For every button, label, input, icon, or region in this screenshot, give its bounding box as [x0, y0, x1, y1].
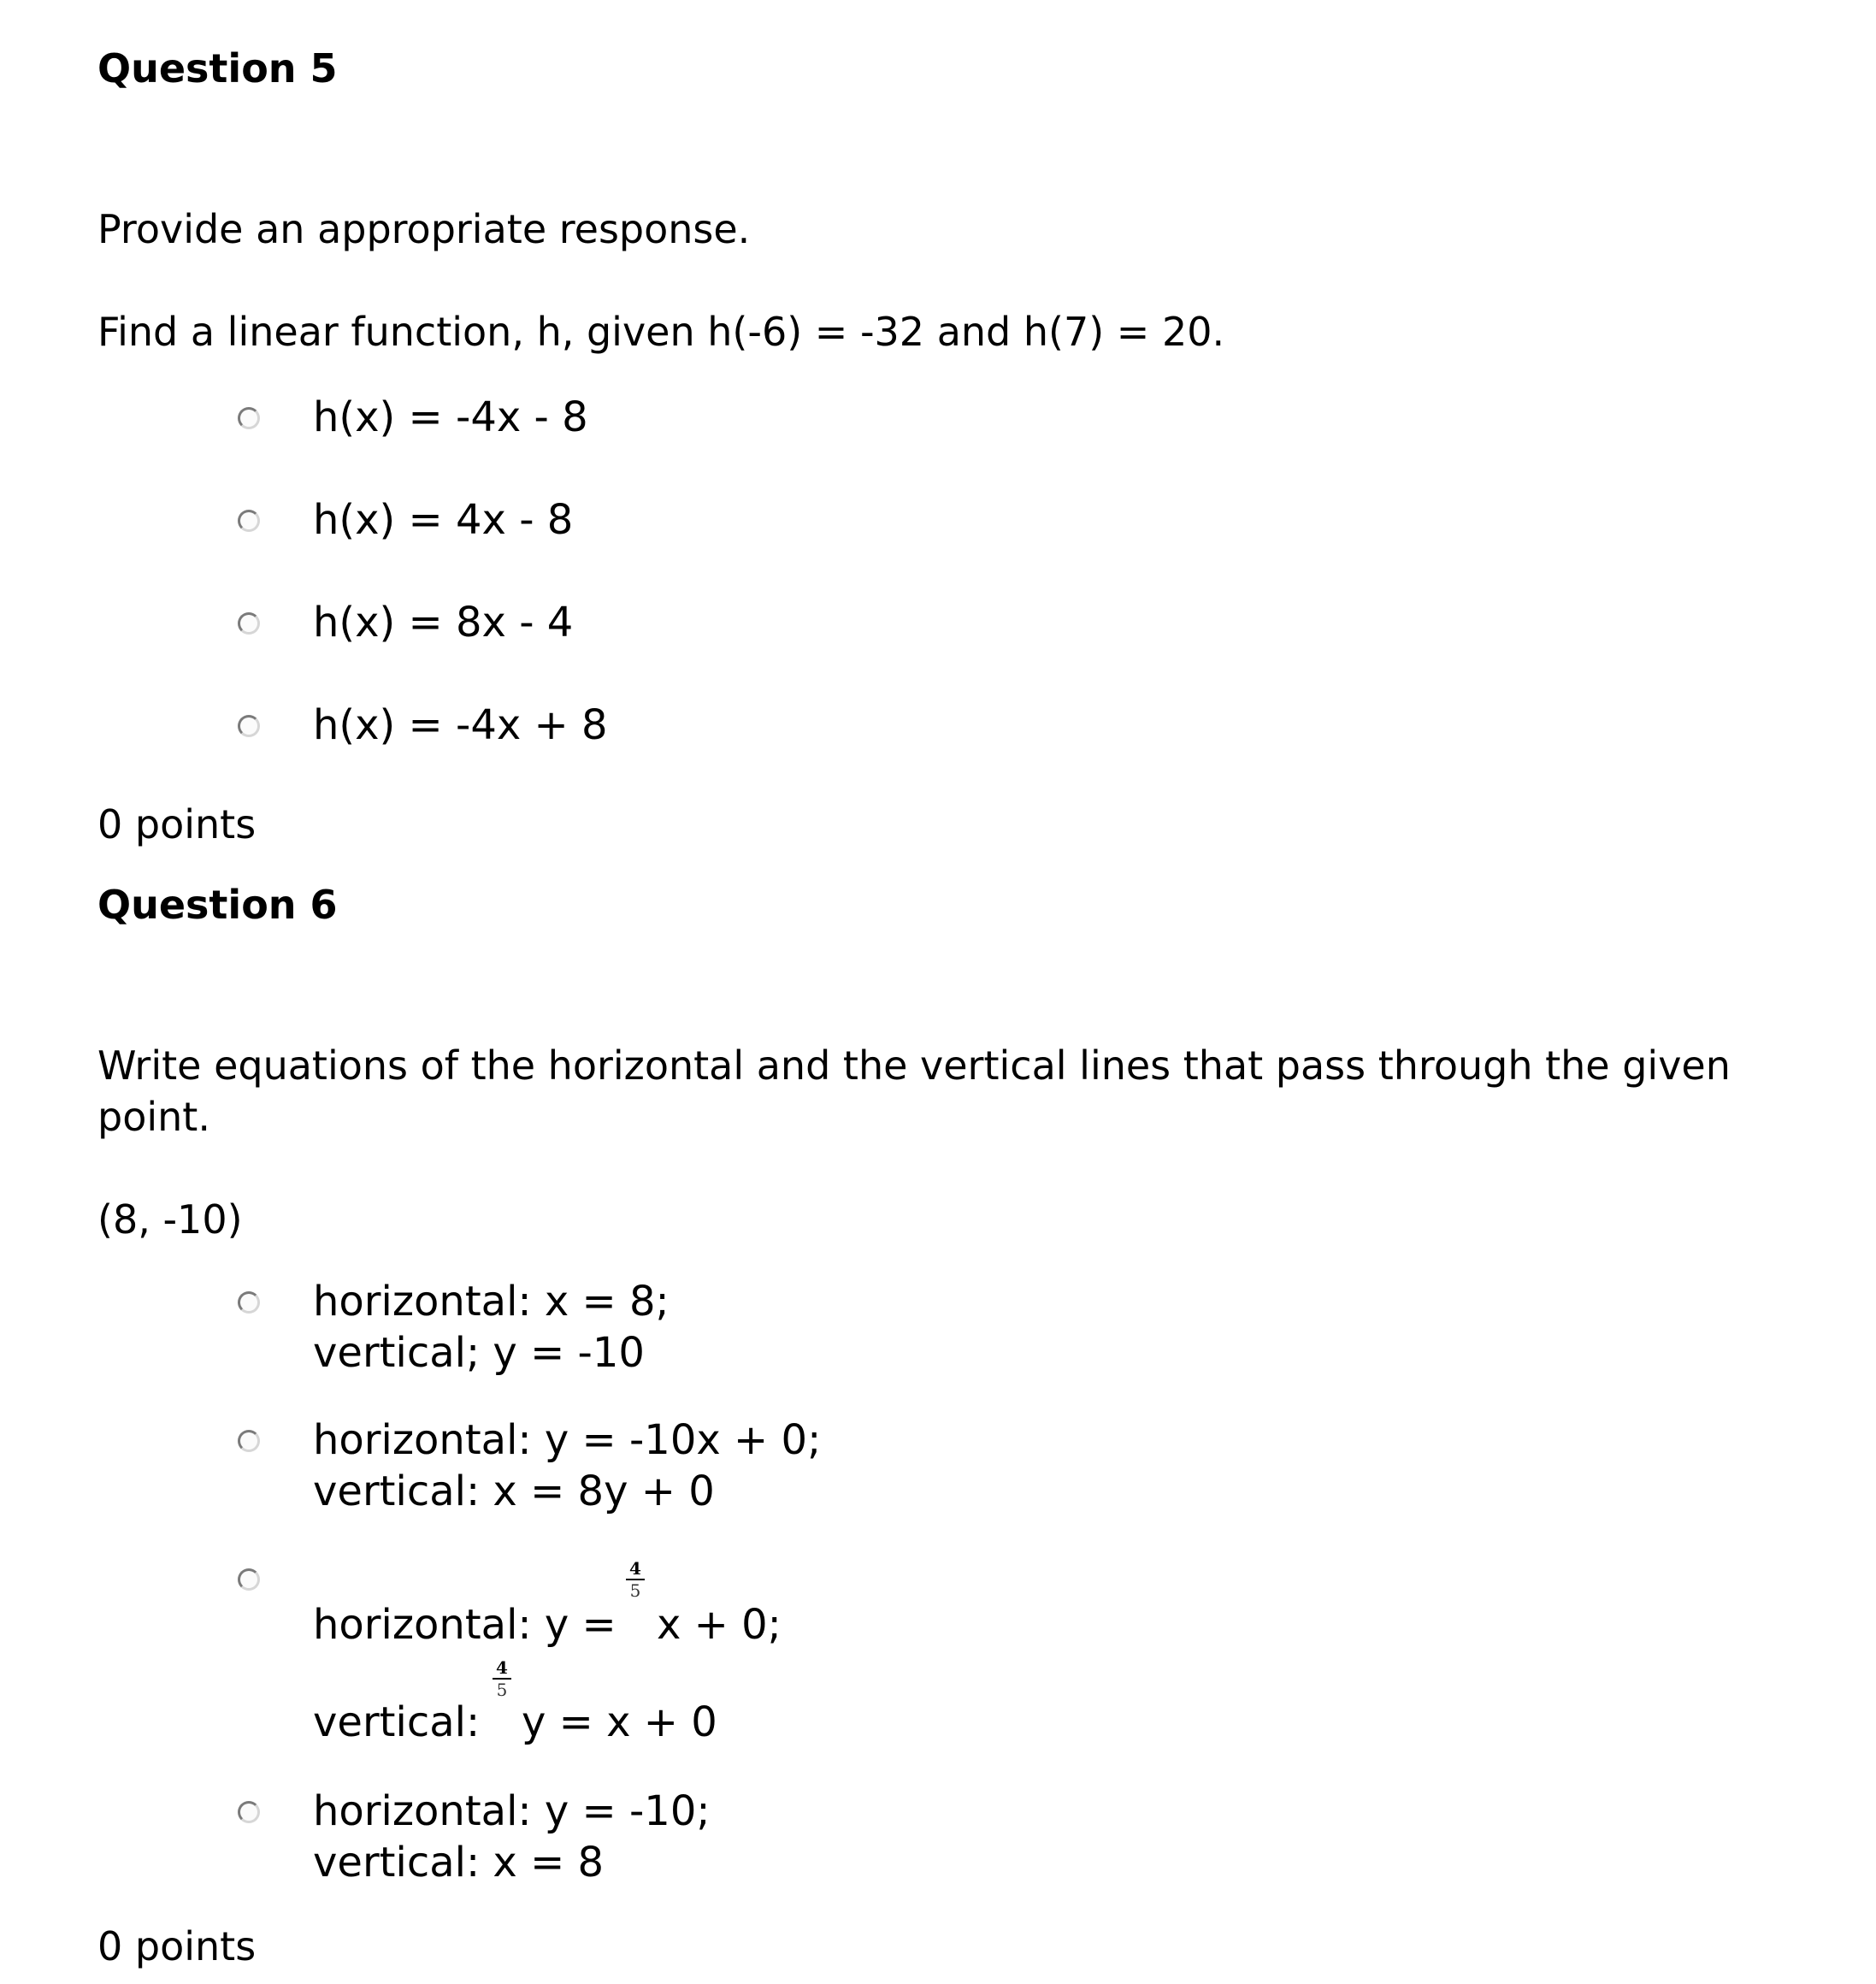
question-5-instruction: Provide an appropriate response. [97, 206, 751, 252]
q5-option-2-radio[interactable] [238, 510, 260, 532]
q5-option-2-label: h(x) = 4x - 8 [313, 496, 574, 544]
fraction-denominator: 5 [629, 1580, 641, 1601]
question-5-points: 0 points [97, 801, 257, 847]
q6-option-3-fraction-1 [626, 1560, 645, 1599]
q6-option-2-line2: vertical: x = 8y + 0 [313, 1467, 715, 1515]
q6-option-4-line1: horizontal: y = -10; [313, 1787, 711, 1835]
question-5-prompt: Find a linear function, h, given h(-6) = -32 and h(7) = 20. [97, 309, 1225, 355]
fraction-numerator: 4 [493, 1659, 511, 1680]
q6-option-3-line2-after: y = x + 0 [522, 1698, 717, 1746]
question-6-title: Question 6 [97, 882, 338, 928]
q6-option-3-fraction-2 [493, 1659, 511, 1698]
question-6-points: 0 points [97, 1923, 257, 1969]
q6-option-3-radio[interactable] [238, 1568, 260, 1591]
fraction-denominator: 5 [496, 1680, 508, 1700]
q5-option-4-label: h(x) = -4x + 8 [313, 701, 608, 749]
q6-option-4-radio[interactable] [238, 1801, 260, 1823]
question-6-prompt-line1: Write equations of the horizontal and the vertical lines that pass through the given [97, 1042, 1731, 1089]
fraction-numerator: 4 [626, 1560, 645, 1580]
q6-option-4-line2: vertical: x = 8 [313, 1839, 605, 1887]
q6-option-2-line1: horizontal: y = -10x + 0; [313, 1416, 822, 1464]
q6-option-3-line1-after: x + 0; [657, 1601, 782, 1649]
q5-option-1-radio[interactable] [238, 407, 260, 429]
q5-option-3-label: h(x) = 8x - 4 [313, 599, 574, 647]
q6-option-1-line2: vertical; y = -10 [313, 1329, 645, 1377]
question-6-point: (8, -10) [97, 1196, 243, 1243]
q5-option-1-label: h(x) = -4x - 8 [313, 393, 588, 441]
q6-option-1-line1: horizontal: x = 8; [313, 1278, 670, 1326]
q6-option-1-radio[interactable] [238, 1291, 260, 1314]
q6-option-2-radio[interactable] [238, 1430, 260, 1452]
q5-option-3-radio[interactable] [238, 612, 260, 635]
q5-option-4-radio[interactable] [238, 715, 260, 737]
q6-option-3-line1-before: horizontal: y = [313, 1601, 616, 1649]
question-6-prompt-line2: point. [97, 1094, 210, 1140]
q6-option-3-line2-before: vertical: [313, 1698, 481, 1746]
question-5-title: Question 5 [97, 45, 338, 92]
